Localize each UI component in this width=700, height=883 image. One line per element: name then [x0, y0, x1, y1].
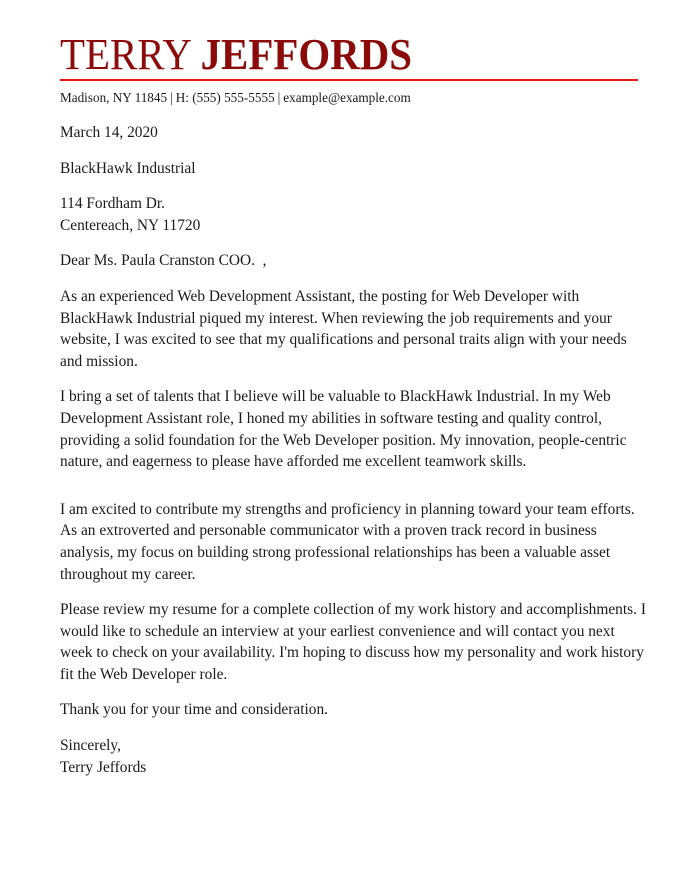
paragraph-intro: As an experienced Web Development Assistant, the posting for Web Developer with BlackHawk Industrial piqued my interest. When reviewing the job requirements and your website, I was excited to see that my qualifications and personal traits align with your needs and mission.	[60, 287, 627, 370]
signature: Terry Jeffords	[60, 758, 147, 776]
letter-body	[60, 122, 650, 778]
header-divider	[60, 79, 638, 81]
applicant-name	[60, 30, 413, 79]
sign-off	[60, 735, 650, 778]
recipient-company: BlackHawk Industrial	[60, 159, 196, 177]
last-name: JEFFORDS	[200, 30, 413, 79]
paragraph-talents: I bring a set of talents that I believe will be valuable to BlackHawk Industrial. In my Web Development Assistant role, I honed my abilities in software testing and quality control, providing a solid foundation for the Web Developer position. My innovation, people-centric nature, and eagerness to please have afforded me excellent teamwork skills.	[60, 388, 627, 471]
paragraph-strengths: I am excited to contribute my strengths and proficiency in planning toward your team efforts. As an extroverted and personable communicator with a proven track record in business analysis, my focus on building strong professional relationships has been a valuable asset throughout my career.	[60, 500, 635, 583]
paragraph-call-to-action: Please review my resume for a complete collection of my work history and accomplishments. I would like to schedule an interview at your earliest convenience and will contact you next week to check on your availability. I'm hoping to discuss how my personality and work history fit the Web Developer role.	[60, 601, 646, 683]
contact-separator: |	[277, 90, 281, 105]
salutation: Dear Ms. Paula Cranston COO. ,	[60, 252, 267, 270]
contact-phone: H: (555) 555-5555	[175, 90, 275, 105]
address-line-2: Centereach, NY 11720	[60, 216, 201, 234]
recipient-address	[60, 193, 650, 236]
first-name: TERRY	[60, 30, 191, 79]
contact-email: example@example.com	[283, 90, 411, 105]
letter-date: March 14, 2020	[60, 124, 158, 141]
contact-location: Madison, NY 11845	[60, 90, 168, 105]
address-line-1: 114 Fordham Dr.	[60, 195, 166, 213]
contact-separator: |	[170, 90, 173, 105]
sign-off-text: Sincerely,	[60, 737, 121, 755]
closing-line: Thank you for your time and consideration.	[60, 701, 328, 719]
contact-info	[60, 90, 411, 106]
